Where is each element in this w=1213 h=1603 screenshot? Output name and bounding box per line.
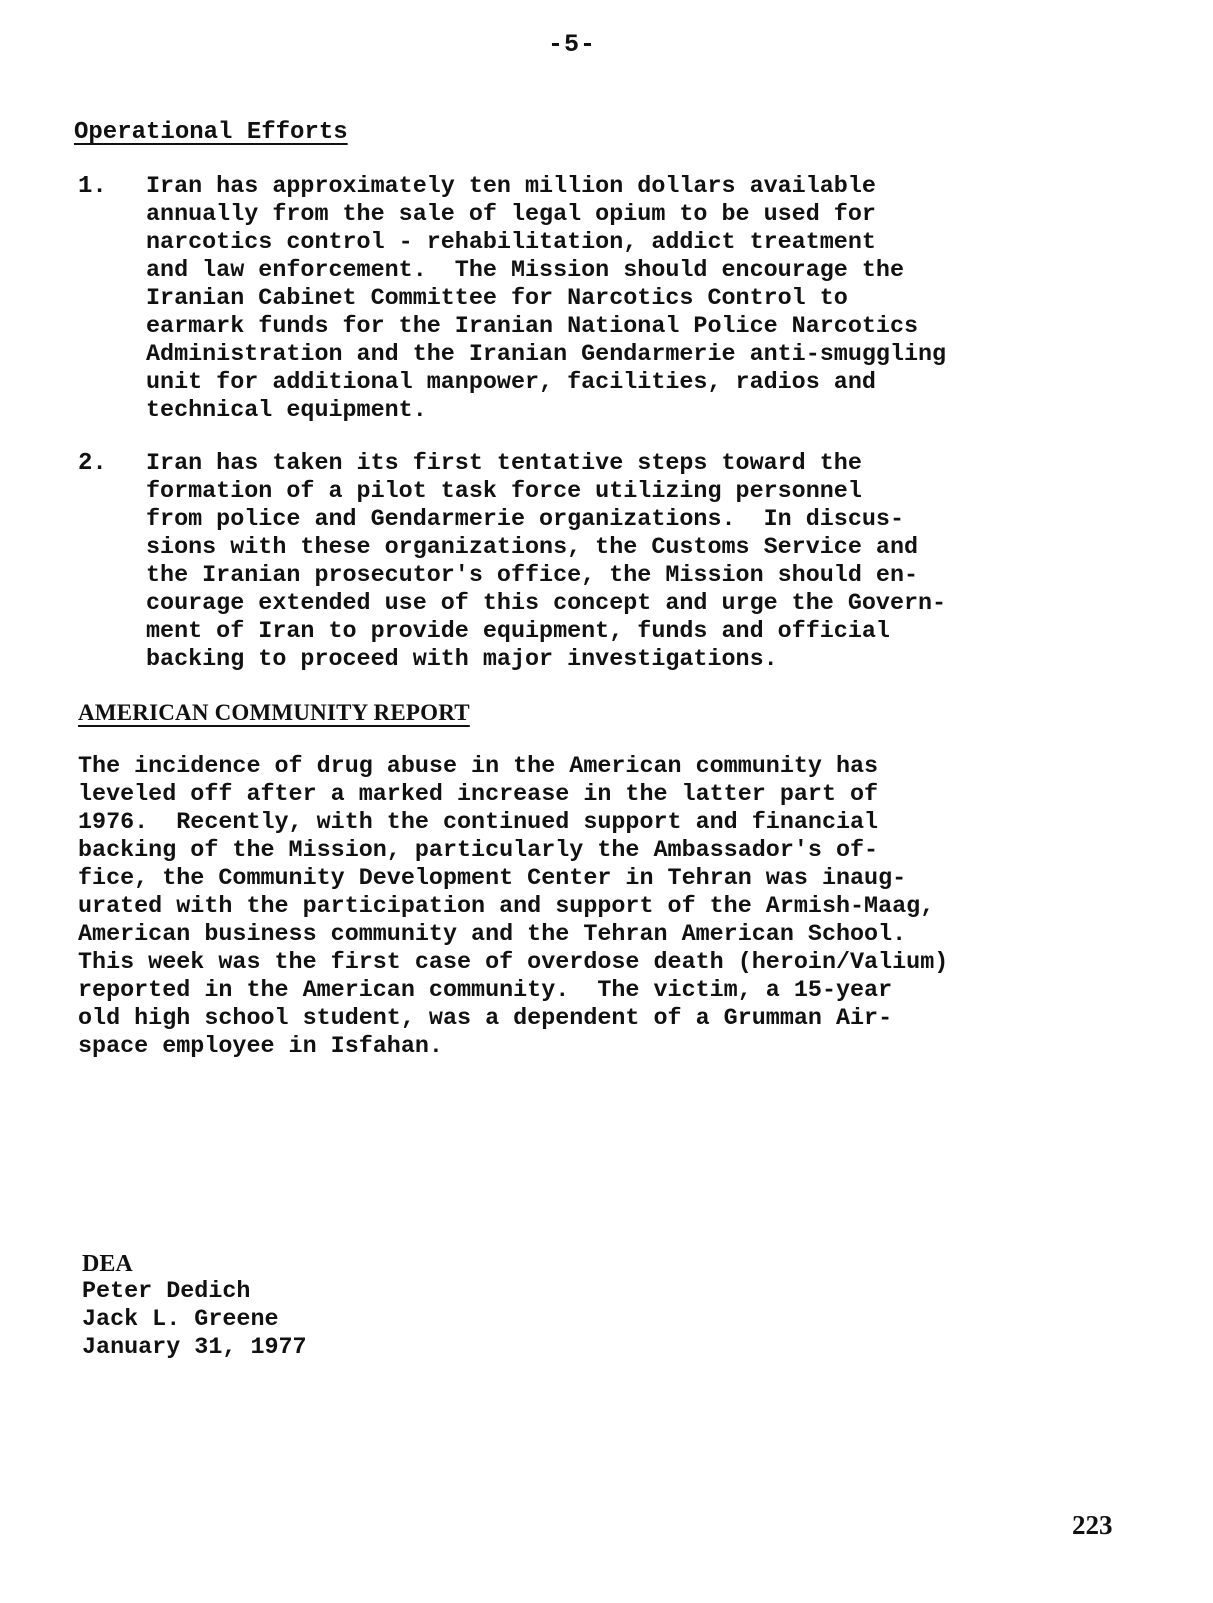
text-line: Iranian Cabinet Committee for Narcotics Control to (146, 286, 848, 312)
text-line: courage extended use of this concept and urge the Govern- (146, 591, 947, 617)
signature-author: Peter Dedich (82, 1279, 251, 1305)
text-line: technical equipment. (146, 398, 427, 424)
signature-agency: DEA (82, 1251, 133, 1277)
section-heading-american-community-report: AMERICAN COMMUNITY REPORT (78, 700, 470, 725)
list-item-number: 1. (78, 173, 107, 200)
text-line: American business community and the Tehran American School. (78, 922, 907, 948)
signature-block (82, 1250, 307, 1362)
section-heading-operational-efforts: Operational Efforts (74, 119, 348, 146)
text-line: This week was the first case of overdose death (heroin/Valium) (78, 950, 949, 976)
text-line: earmark funds for the Iranian National Police Narcotics (146, 314, 919, 340)
list-item-text (146, 173, 946, 425)
text-line: ment of Iran to provide equipment, funds and official (146, 619, 890, 645)
text-line: leveled off after a marked increase in the latter part of (78, 782, 879, 808)
text-line: fice, the Community Development Center in Tehran was inaug- (78, 866, 907, 892)
text-line: unit for additional manpower, facilities, radios and (146, 370, 876, 396)
text-line: backing to proceed with major investigations. (146, 647, 778, 673)
list-item-text (146, 450, 946, 674)
text-line: 1976. Recently, with the continued support and financial (78, 810, 879, 836)
text-line: Administration and the Iranian Gendarmerie anti-smuggling (146, 342, 947, 368)
text-line: space employee in Isfahan. (78, 1034, 443, 1060)
text-line: backing of the Mission, particularly the Ambassador's of- (78, 838, 879, 864)
signature-author: Jack L. Greene (82, 1307, 279, 1333)
text-line: from police and Gendarmerie organizations. In discus- (146, 507, 904, 533)
text-line: sions with these organizations, the Customs Service and (146, 535, 919, 561)
text-line: and law enforcement. The Mission should encourage the (146, 258, 904, 284)
archive-page-number: 223 (1072, 1510, 1113, 1540)
text-line: old high school student, was a dependent of a Grumman Air- (78, 1006, 893, 1032)
text-line: urated with the participation and support of the Armish-Maag, (78, 894, 935, 920)
american-community-paragraph (78, 753, 948, 1061)
text-line: The incidence of drug abuse in the American community has (78, 754, 879, 780)
signature-date: January 31, 1977 (82, 1335, 307, 1361)
list-item-number: 2. (78, 450, 107, 477)
text-line: Iran has taken its first tentative steps toward the (146, 451, 862, 477)
page-number: -5- (548, 30, 597, 59)
text-line: annually from the sale of legal opium to be used for (146, 202, 876, 228)
text-line: the Iranian prosecutor's office, the Mission should en- (146, 563, 919, 589)
text-line: narcotics control - rehabilitation, addict treatment (146, 230, 876, 256)
text-line: Iran has approximately ten million dollars available (146, 174, 876, 200)
text-line: formation of a pilot task force utilizing personnel (146, 479, 862, 505)
text-line: reported in the American community. The victim, a 15-year (78, 978, 893, 1004)
